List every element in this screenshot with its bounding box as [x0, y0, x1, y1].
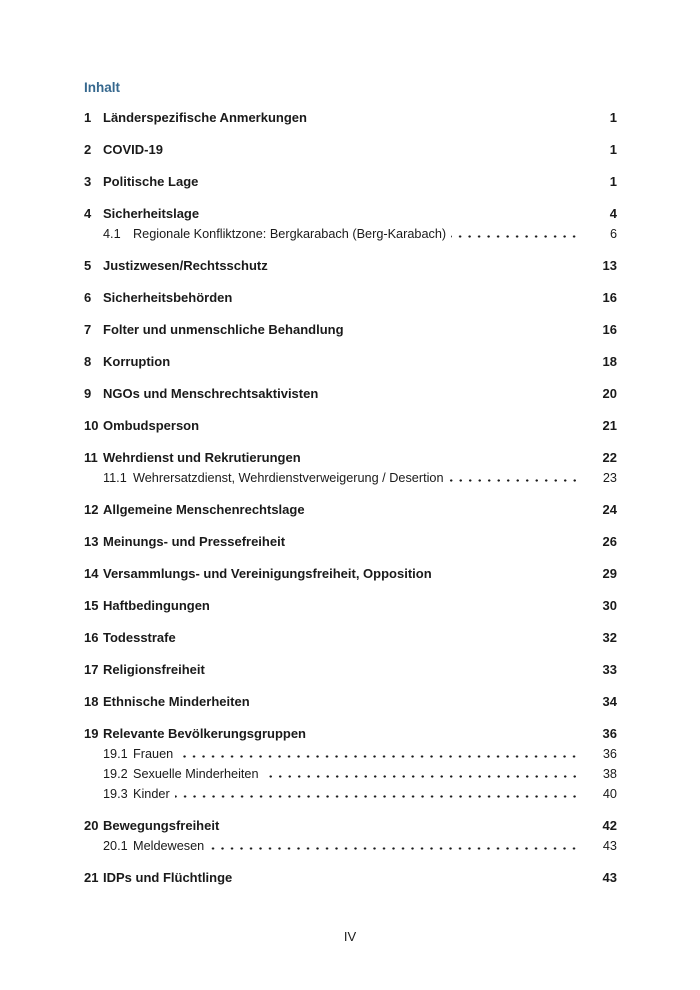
toc-entry-title: Frauen — [133, 747, 174, 761]
toc-entry[interactable] — [84, 140, 617, 160]
toc-entry-number: 15 — [84, 598, 99, 613]
toc-entry-title: Todesstrafe — [103, 630, 176, 645]
toc-entry-title: IDPs und Flüchtlinge — [103, 870, 233, 885]
toc-entry-number: 5 — [84, 258, 92, 273]
toc-entry[interactable] — [84, 416, 617, 436]
toc-entry[interactable] — [84, 352, 617, 372]
toc-entry[interactable] — [84, 532, 617, 552]
toc-entry-title: Sicherheitsbehörden — [103, 290, 233, 305]
toc-subentry[interactable] — [84, 764, 617, 784]
toc-entry-page: 16 — [602, 290, 617, 305]
toc-entry-page: 43 — [602, 870, 617, 885]
toc-entry-page: 33 — [602, 662, 617, 677]
toc-subentry[interactable] — [84, 224, 617, 244]
toc-entry-page: 23 — [602, 471, 617, 485]
toc-entry-number: 4 — [84, 206, 92, 221]
toc-entry[interactable] — [84, 724, 617, 744]
toc-entry-page: 36 — [602, 747, 617, 761]
toc-entry-number: 13 — [84, 534, 99, 549]
dot-leader — [175, 788, 579, 798]
toc-entry-number: 6 — [84, 290, 92, 305]
toc-entry-title: Regionale Konfliktzone: Bergkarabach (Berg-Karabach) — [133, 227, 447, 241]
toc-entry[interactable] — [84, 320, 617, 340]
toc-entry[interactable] — [84, 660, 617, 680]
toc-entry-number: 11.1 — [103, 471, 127, 485]
page-number-footer: IV — [343, 929, 357, 944]
toc-entry-title: Meinungs- und Pressefreiheit — [103, 534, 286, 549]
toc-entry[interactable] — [84, 256, 617, 276]
toc-entry-page: 13 — [602, 258, 617, 273]
toc-entry[interactable] — [84, 384, 617, 404]
toc-entry-number: 19.2 — [103, 767, 128, 781]
dot-leader — [264, 768, 579, 778]
toc-entry-title: Korruption — [103, 354, 171, 369]
toc-entry-number: 17 — [84, 662, 99, 677]
toc-entry-number: 4.1 — [103, 227, 121, 241]
toc-entry-title: Haftbedingungen — [103, 598, 210, 613]
toc-entry-number: 3 — [84, 174, 92, 189]
toc-entry-title: Religionsfreiheit — [103, 662, 205, 677]
toc-entry[interactable] — [84, 172, 617, 192]
toc-entry-page: 34 — [602, 694, 617, 709]
toc-entry-number: 2 — [84, 142, 92, 157]
toc-entry[interactable] — [84, 816, 617, 836]
toc-entry-title: Meldewesen — [133, 839, 205, 853]
toc-entry-title: Relevante Bevölkerungsgruppen — [103, 726, 306, 741]
toc-entry-title: NGOs und Menschrechtsaktivisten — [103, 386, 319, 401]
toc-heading: Inhalt — [84, 80, 120, 95]
toc-entry-title: Wehrdienst und Rekrutierungen — [103, 450, 301, 465]
toc-entry-number: 19.1 — [103, 747, 128, 761]
toc-entry-number: 18 — [84, 694, 99, 709]
toc-entry-page: 40 — [602, 787, 617, 801]
toc-entry-page: 4 — [609, 206, 617, 221]
dot-leader — [178, 748, 579, 758]
toc-entry-page: 43 — [602, 839, 617, 853]
toc-entry[interactable] — [84, 204, 617, 224]
toc-subentry[interactable] — [84, 744, 617, 764]
toc-entry[interactable] — [84, 288, 617, 308]
toc-entry-number: 1 — [84, 110, 92, 125]
toc-entry-page: 38 — [602, 767, 617, 781]
toc-entry-page: 30 — [602, 598, 617, 613]
toc-entry-title: Ethnische Minderheiten — [103, 694, 250, 709]
toc-entry-number: 9 — [84, 386, 92, 401]
dot-leader — [451, 228, 579, 238]
toc-entry-title: Politische Lage — [103, 174, 199, 189]
toc-entry-title: Versammlungs- und Vereinigungsfreiheit, Opposition — [103, 566, 432, 581]
toc-entry[interactable] — [84, 564, 617, 584]
toc-entry-number: 7 — [84, 322, 92, 337]
toc-entry-number: 11 — [84, 450, 98, 465]
toc-entry-page: 32 — [602, 630, 617, 645]
toc-entry-title: COVID-19 — [103, 142, 163, 157]
toc-entry-number: 12 — [84, 502, 99, 517]
toc-entry-page: 22 — [602, 450, 617, 465]
toc-entry[interactable] — [84, 448, 617, 468]
toc-entry[interactable] — [84, 500, 617, 520]
dot-leader — [449, 472, 579, 482]
toc-entry[interactable] — [84, 108, 617, 128]
dot-leader — [209, 840, 579, 850]
toc-entry-page: 24 — [602, 502, 617, 517]
toc-entry-number: 20.1 — [103, 839, 128, 853]
toc-entry-title: Ombudsperson — [103, 418, 200, 433]
toc-entry[interactable] — [84, 596, 617, 616]
toc-entry-page: 18 — [602, 354, 617, 369]
toc-subentry[interactable] — [84, 784, 617, 804]
toc-entry-number: 8 — [84, 354, 92, 369]
toc-entry-number: 19 — [84, 726, 99, 741]
toc-entry[interactable] — [84, 868, 617, 888]
toc-entry-page: 42 — [602, 818, 617, 833]
toc-entry-page: 36 — [602, 726, 617, 741]
toc-entry-title: Folter und unmenschliche Behandlung — [103, 322, 344, 337]
toc-entry-page: 21 — [602, 418, 617, 433]
toc-entry-title: Allgemeine Menschenrechtslage — [103, 502, 305, 517]
toc-entry-number: 10 — [84, 418, 99, 433]
toc-subentry[interactable] — [84, 836, 617, 856]
toc-entry-page: 6 — [609, 227, 617, 241]
toc-entry-number: 14 — [84, 566, 99, 581]
toc-entry[interactable] — [84, 628, 617, 648]
toc-entry[interactable] — [84, 692, 617, 712]
toc-entry-title: Justizwesen/Rechtsschutz — [103, 258, 268, 273]
toc-entry-page: 1 — [609, 110, 617, 125]
toc-entry-page: 26 — [602, 534, 617, 549]
toc-entry-title: Sexuelle Minderheiten — [133, 767, 259, 781]
toc-entry-title: Bewegungsfreiheit — [103, 818, 220, 833]
toc-entry-title: Sicherheitslage — [103, 206, 200, 221]
toc — [84, 108, 617, 888]
toc-entry-page: 29 — [602, 566, 617, 581]
toc-entry-page: 1 — [609, 142, 617, 157]
toc-entry-page: 1 — [609, 174, 617, 189]
toc-entry-number: 21 — [84, 870, 99, 885]
toc-entry-number: 20 — [84, 818, 99, 833]
toc-entry-title: Länderspezifische Anmerkungen — [103, 110, 307, 125]
toc-entry-title: Wehrersatzdienst, Wehrdienstverweigerung / Desertion — [133, 471, 444, 485]
toc-entry-number: 19.3 — [103, 787, 128, 801]
toc-entry-title: Kinder — [133, 787, 170, 801]
toc-subentry[interactable] — [84, 468, 617, 488]
toc-entry-number: 16 — [84, 630, 99, 645]
toc-entry-page: 16 — [602, 322, 617, 337]
toc-entry-page: 20 — [602, 386, 617, 401]
